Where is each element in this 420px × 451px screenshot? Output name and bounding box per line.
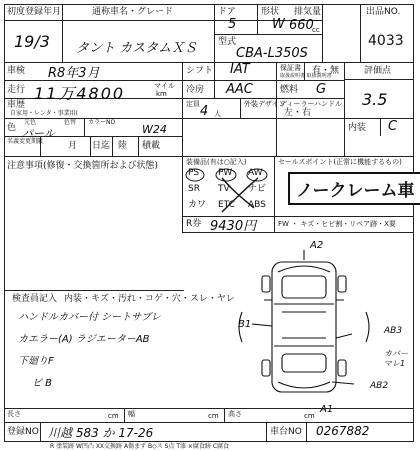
- width-unit: cm: [208, 412, 219, 420]
- capacity-value: 4: [200, 104, 209, 119]
- lot-label: 出品NO.: [366, 7, 401, 17]
- inspector-note: カエラー(A) ラジエーターAB: [18, 334, 150, 345]
- inspector-note: ハンドルカバー付 シートサブレ: [18, 312, 161, 323]
- recycle-value: 9430円: [210, 219, 257, 234]
- car-damage-diagram: [234, 242, 374, 412]
- model-label: 型式: [218, 37, 237, 47]
- equipment-item: AW: [248, 168, 263, 178]
- interior-label: 内装: [348, 123, 367, 133]
- usage-label: 車歴: [7, 100, 26, 110]
- lot-value: 4033: [368, 33, 404, 49]
- shift-value: IAT: [230, 62, 250, 77]
- model-value: CBA-L350S: [236, 46, 308, 61]
- equipment-cross-mark: [182, 156, 274, 216]
- equipment-item: カワ: [188, 200, 207, 210]
- color-no-value: W24: [142, 123, 167, 136]
- equipment-item: ETC: [218, 200, 235, 210]
- color-sub-1: 元色: [24, 119, 37, 126]
- sales-point-footer: FW ・ キズ・ヒビ割・リペア跡・X要: [278, 220, 396, 228]
- mileage-label: 走行: [7, 85, 26, 95]
- door-label: ドア: [218, 7, 236, 17]
- handle-label: ハンドル: [314, 100, 342, 108]
- inspector-label: 検査員記入: [12, 294, 58, 304]
- color-label: 色: [7, 123, 17, 133]
- mark-a1: A1: [320, 404, 334, 415]
- grade-label: 評価点: [364, 66, 392, 76]
- exterior-label: 外装デザイン: [244, 100, 286, 108]
- accum-label: 積載: [142, 141, 161, 151]
- auction-sheet: [4, 4, 414, 442]
- recycle-label: R券: [186, 219, 202, 229]
- mark-ab2: AB2: [370, 381, 389, 391]
- legend: R 塗装跡 W凹凸 XX交換跡 A傷まず B◇ス S点 T漆 ×腐食跡 C腐食: [50, 443, 230, 450]
- no-claim-stamp: ノークレーム車: [288, 172, 420, 205]
- length-unit: cm: [108, 412, 119, 420]
- equipment-item: ABS: [248, 200, 266, 210]
- warranty-options: 有・無: [312, 66, 340, 76]
- equipment-item: ナビ: [248, 184, 267, 194]
- mileage-unit: km: [156, 90, 167, 98]
- mileage-value: 11万4800: [34, 84, 126, 103]
- renewal-label: 名義変更期限: [7, 138, 44, 145]
- height-label: 高さ: [228, 410, 242, 418]
- chassis-value: 0267882: [316, 424, 370, 438]
- equipment-item: TV: [218, 184, 230, 194]
- usage-sub: 自家用・レンタ・事業用(: [10, 110, 78, 117]
- month-label: 月: [68, 141, 78, 151]
- mark-cover: カバー: [384, 349, 408, 358]
- shaken-label: 陸: [118, 141, 128, 151]
- displacement-value: 660: [289, 18, 314, 33]
- day-label: 日迄: [92, 141, 111, 151]
- mileage-sub: マイル: [154, 82, 175, 90]
- width-label: 幅: [128, 410, 135, 418]
- displacement-unit: cc: [312, 26, 320, 34]
- grade-value: 3.5: [362, 90, 388, 109]
- fuel-label: 燃料: [280, 85, 299, 95]
- reg-value: 川越 583 か 17-26: [48, 426, 154, 440]
- height-unit: cm: [304, 412, 315, 420]
- mark-mare: マレ1: [384, 359, 406, 368]
- dealer-label: ディーラー: [280, 100, 315, 108]
- ac-value: AAC: [226, 82, 253, 97]
- fuel-value: G: [316, 82, 327, 97]
- mark-a2: A2: [310, 240, 324, 251]
- equipment-title: 装備品(有は○記入): [186, 158, 247, 166]
- equipment-item: PS: [188, 168, 200, 178]
- mark-b1: B1: [238, 319, 252, 330]
- inspector-note: 下廻りF: [18, 356, 54, 367]
- dealer-sub: 左・右: [284, 108, 312, 118]
- car-name-value: タント カスタムＸＳ: [76, 41, 198, 56]
- first-reg-label: 初度登録年月: [7, 7, 62, 17]
- inspection-label: 車検: [7, 66, 26, 76]
- reg-label: 登録NO: [7, 427, 39, 437]
- shape-value: W: [272, 17, 285, 32]
- equipment-item: SR: [188, 184, 200, 194]
- shift-label: シフト: [186, 66, 214, 76]
- color-sub-2: 色替: [64, 119, 77, 126]
- first-reg-value: 19/3: [14, 32, 50, 51]
- capacity-unit: 人: [214, 110, 221, 118]
- warranty-sub: 取扱説明書 取扱説明書: [280, 73, 332, 79]
- door-value: 5: [228, 17, 237, 32]
- mark-ab3: AB3: [384, 326, 403, 336]
- capacity-label: 定員: [186, 100, 200, 108]
- warranty-label: 保証書: [280, 64, 301, 72]
- inspector-note: ビ B: [32, 378, 53, 389]
- car-name-label: 通称車名・グレード: [92, 7, 174, 17]
- length-label: 長さ: [7, 410, 21, 418]
- interior-value: C: [388, 119, 398, 134]
- inspector-options: 内装・キズ・汚れ・コゲ・穴・スレ・ヤレ: [64, 294, 235, 304]
- color-value: パール: [22, 127, 55, 140]
- ac-label: 冷房: [186, 85, 205, 95]
- equipment-item: PW: [218, 168, 233, 178]
- sales-point-title: セールスポイント(正常に機能するもの): [278, 158, 402, 166]
- shape-label: 形状: [261, 7, 280, 17]
- color-no-label: カラーNO: [88, 119, 116, 126]
- notes-label: 注意事項(修復・交換箇所および状態): [7, 161, 159, 171]
- inspection-value: R8年3月: [48, 66, 100, 81]
- displacement-label: 排気量: [294, 7, 322, 17]
- chassis-label: 車台NO: [270, 427, 302, 437]
